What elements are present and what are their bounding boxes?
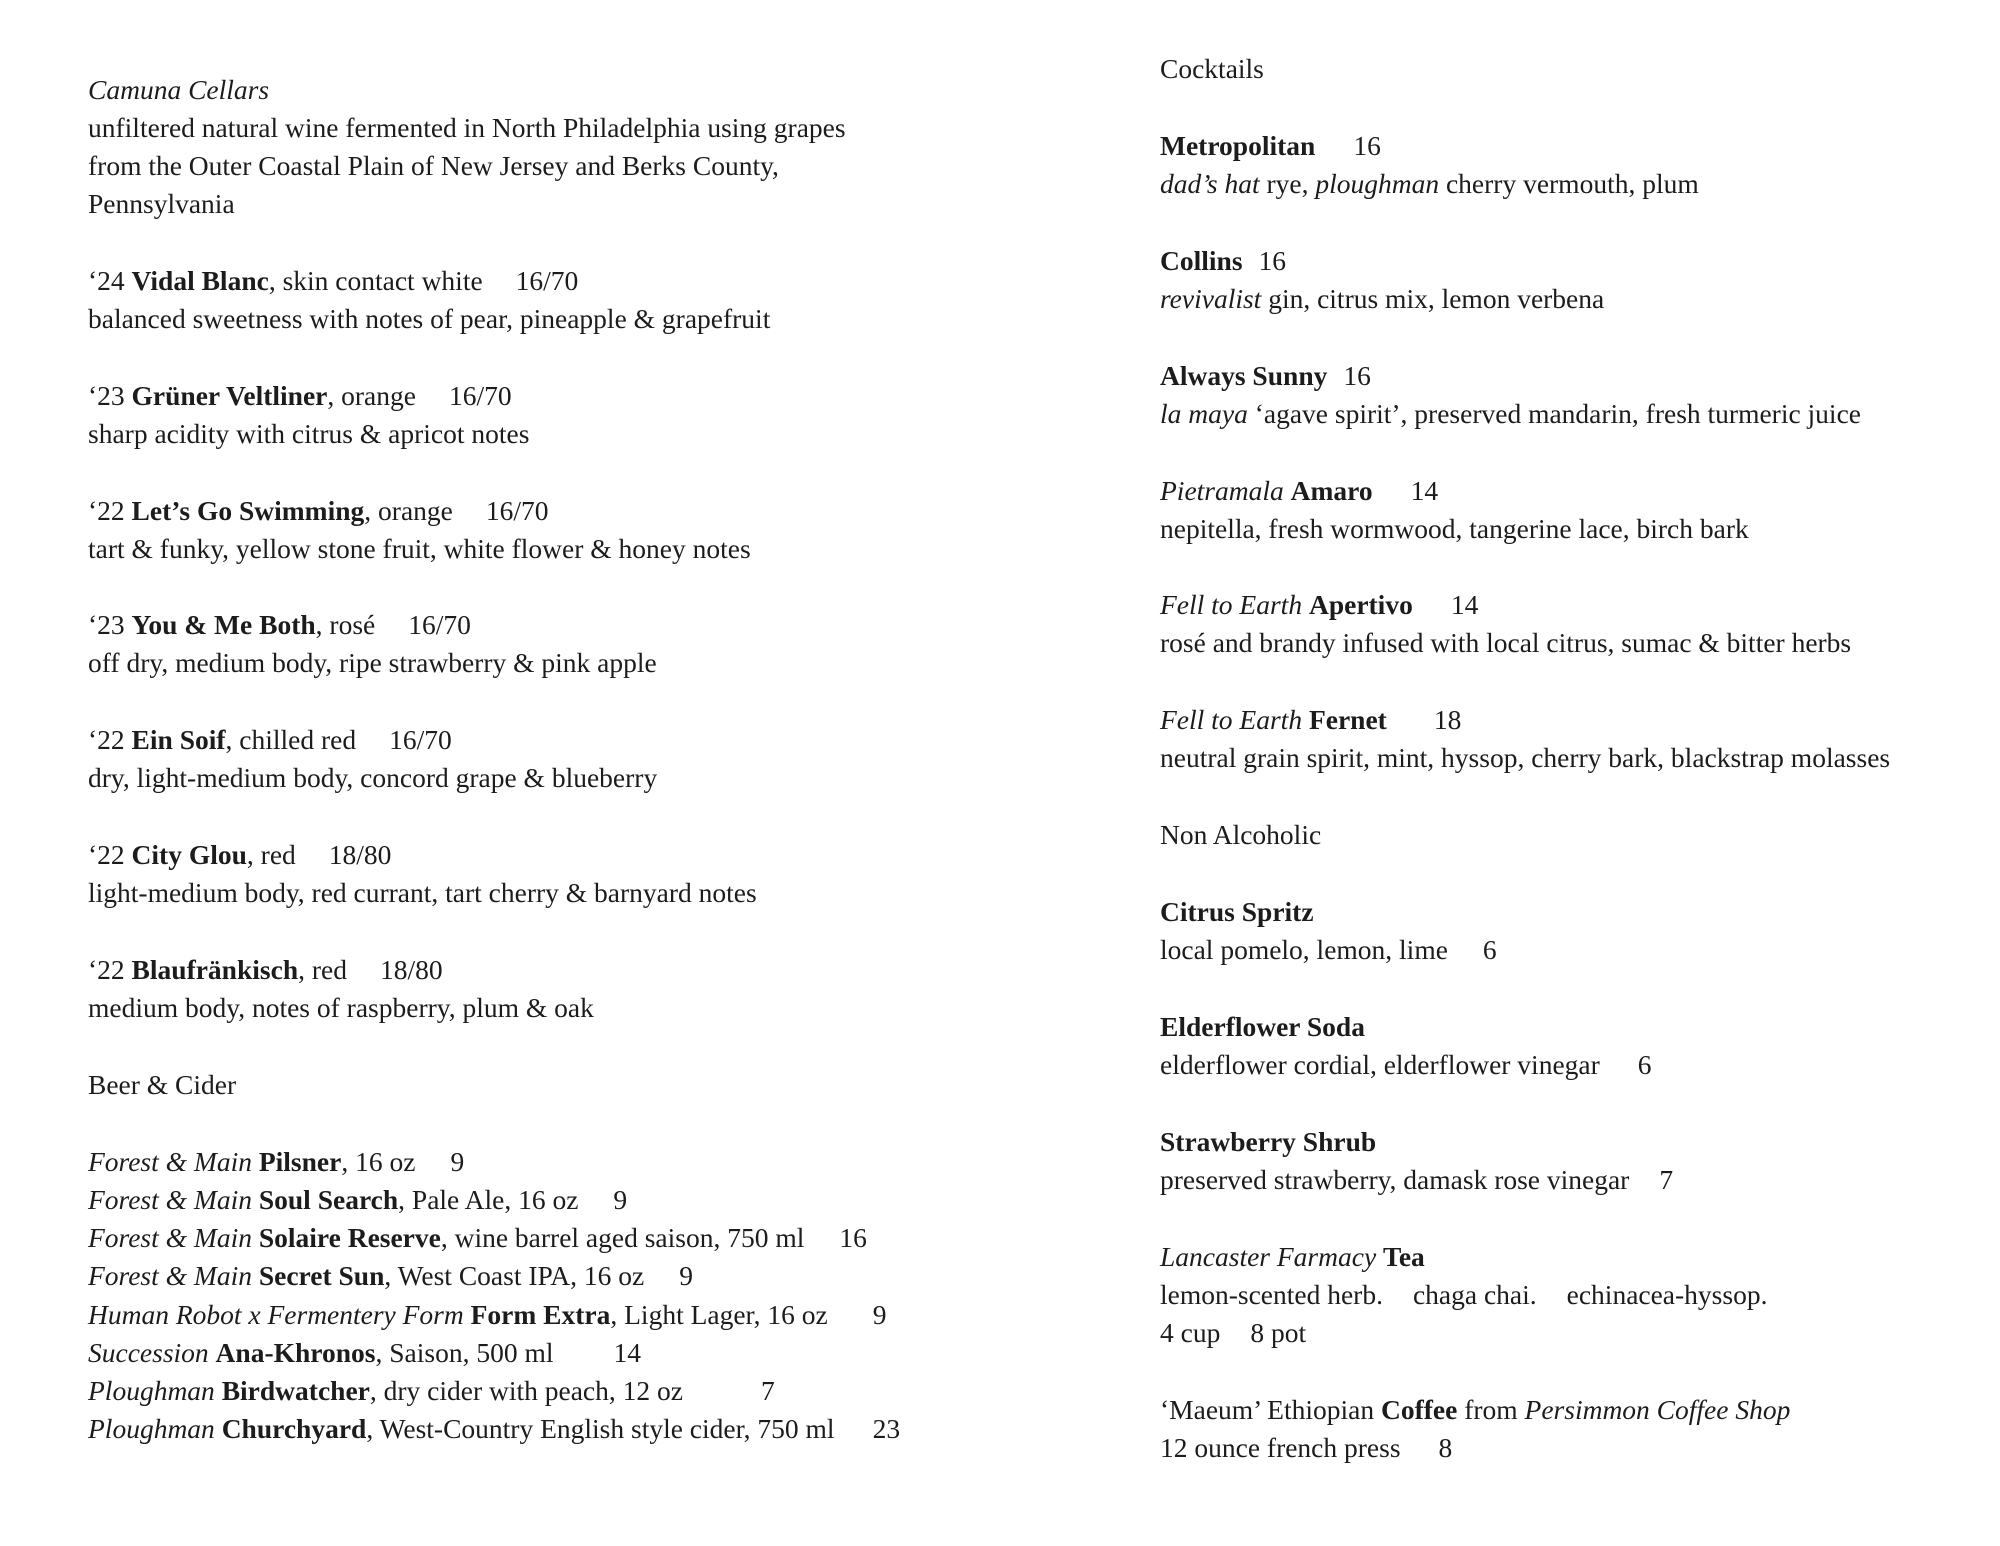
cocktail-notes: neutral grain spirit, mint, hyssop, cherry bark, blackstrap molasses: [1160, 742, 1891, 773]
beer-item: Forest & Main Solaire Reserve, wine barrel aged saison, 750 ml 16: [88, 1222, 867, 1253]
na-notes: preserved strawberry, damask rose vinegar 7: [1160, 1164, 1674, 1195]
wine-notes: sharp acidity with citrus & apricot notes: [88, 418, 530, 449]
wine-item: ‘22 Ein Soif, chilled red 16/70: [88, 724, 452, 755]
beer-item: Forest & Main Pilsner, 16 oz 9: [88, 1146, 465, 1177]
cocktails-heading: Cocktails: [1160, 53, 1264, 84]
cocktail-item: Fell to Earth Apertivo 14: [1160, 589, 1479, 620]
na-item: Elderflower Soda: [1160, 1011, 1365, 1042]
cocktail-item: Always Sunny 16: [1160, 360, 1371, 391]
na-notes: lemon-scented herb. chaga chai. echinacea-hyssop.: [1160, 1279, 1768, 1310]
na-price: 4 cup 8 pot: [1160, 1317, 1307, 1348]
wine-item: ‘23 You & Me Both, rosé 16/70: [88, 609, 471, 640]
na-item: Strawberry Shrub: [1160, 1126, 1377, 1157]
wine-item: ‘22 City Glou, red 18/80: [88, 839, 392, 870]
beer-item: Forest & Main Secret Sun, West Coast IPA, 16 oz 9: [88, 1260, 693, 1291]
wine-intro-line: from the Outer Coastal Plain of New Jersey and Berks County,: [88, 150, 779, 181]
beer-heading: Beer & Cider: [88, 1069, 237, 1100]
na-notes: local pomelo, lemon, lime 6: [1160, 934, 1497, 965]
cocktail-item: Pietramala Amaro 14: [1160, 475, 1439, 506]
cocktail-notes: revivalist gin, citrus mix, lemon verbena: [1160, 283, 1605, 314]
cocktail-item: Collins 16: [1160, 245, 1287, 276]
wine-producer: Camuna Cellars: [88, 74, 270, 105]
cocktail-notes: la maya ‘agave spirit’, preserved mandarin, fresh turmeric juice: [1160, 398, 1861, 429]
wine-notes: dry, light-medium body, concord grape & blueberry: [88, 762, 658, 793]
beer-item: Forest & Main Soul Search, Pale Ale, 16 oz 9: [88, 1184, 628, 1215]
na-item: Lancaster Farmacy Tea: [1160, 1241, 1425, 1272]
wine-item: ‘23 Grüner Veltliner, orange 16/70: [88, 380, 512, 411]
beer-item: Human Robot x Fermentery Form Form Extra, Light Lager, 16 oz 9: [88, 1299, 887, 1330]
beer-item: Ploughman Birdwatcher, dry cider with peach, 12 oz 7: [88, 1375, 775, 1406]
wine-item: ‘22 Let’s Go Swimming, orange 16/70: [88, 495, 549, 526]
na-item: ‘Maeum’ Ethiopian Coffee from Persimmon Coffee Shop: [1160, 1394, 1791, 1425]
wine-item: ‘24 Vidal Blanc, skin contact white 16/70: [88, 265, 579, 296]
na-item: Citrus Spritz: [1160, 896, 1314, 927]
na-notes: elderflower cordial, elderflower vinegar 6: [1160, 1049, 1652, 1080]
wine-notes: medium body, notes of raspberry, plum & oak: [88, 992, 594, 1023]
cocktail-notes: dad’s hat rye, ploughman cherry vermouth, plum: [1160, 168, 1699, 199]
wine-intro-line: Pennsylvania: [88, 188, 235, 219]
wine-notes: light-medium body, red currant, tart cherry & barnyard notes: [88, 877, 757, 908]
non-alcoholic-heading: Non Alcoholic: [1160, 819, 1322, 850]
cocktail-notes: nepitella, fresh wormwood, tangerine lace, birch bark: [1160, 513, 1749, 544]
wine-notes: balanced sweetness with notes of pear, pineapple & grapefruit: [88, 303, 771, 334]
wine-item: ‘22 Blaufränkisch, red 18/80: [88, 954, 443, 985]
wine-intro-line: unfiltered natural wine fermented in North Philadelphia using grapes: [88, 112, 846, 143]
na-notes: 12 ounce french press 8: [1160, 1432, 1453, 1463]
wine-notes: off dry, medium body, ripe strawberry & pink apple: [88, 647, 657, 678]
cocktail-item: Metropolitan 16: [1160, 130, 1381, 161]
wine-notes: tart & funky, yellow stone fruit, white flower & honey notes: [88, 533, 751, 564]
beer-item: Succession Ana-Khronos, Saison, 500 ml 14: [88, 1337, 641, 1368]
beer-item: Ploughman Churchyard, West-Country English style cider, 750 ml 23: [88, 1413, 901, 1444]
cocktail-notes: rosé and brandy infused with local citrus, sumac & bitter herbs: [1160, 627, 1852, 658]
cocktail-item: Fell to Earth Fernet 18: [1160, 704, 1462, 735]
